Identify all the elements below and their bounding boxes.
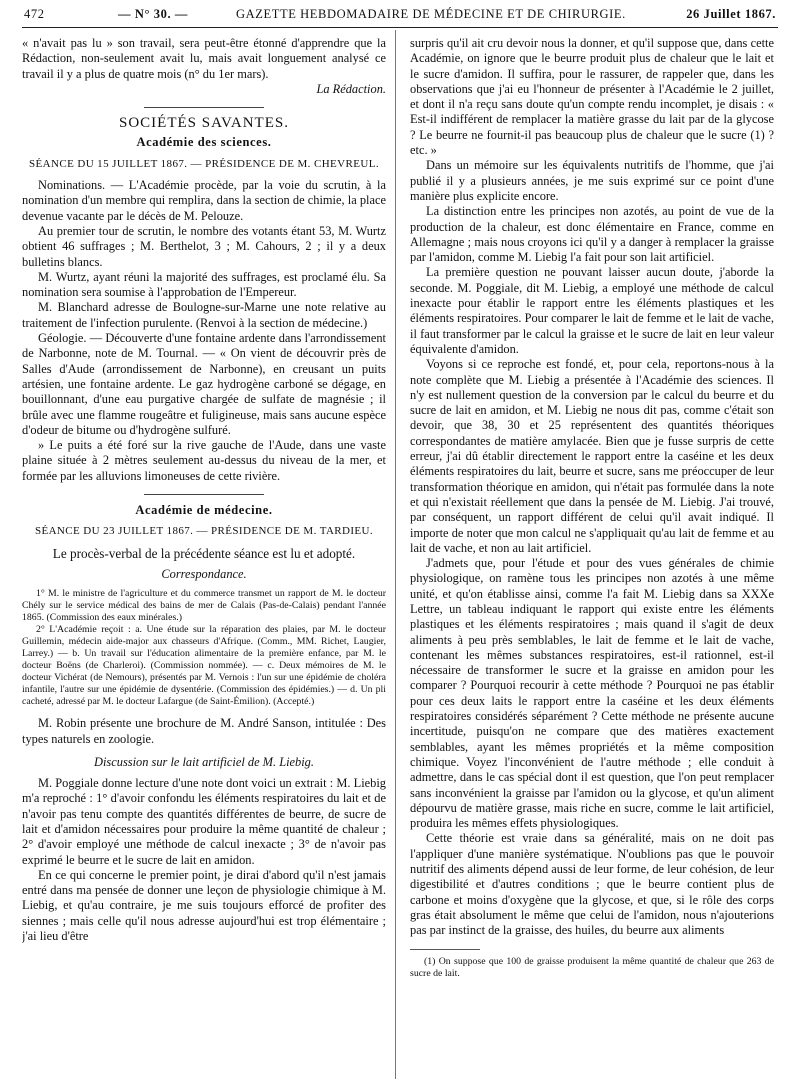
puits-paragraph: » Le puits a été foré sur la rive gauche de l'Aude, dans une vaste plaine située à 2 mètres seulement au-dessus du niveau de la mer, et formée par les alluvions limoneuses de cette rivière. [22,438,386,483]
footnote: (1) On suppose que 100 de graisse produisent la même quantité de chaleur que 263 de sucre de lait. [410,955,774,979]
left-column [22,36,386,1073]
header-rule [22,27,778,28]
seance-sciences: SÉANCE DU 15 JUILLET 1867. — PRÉSIDENCE DE M. CHEVREUL. [29,157,379,170]
correspondance-item-1: 1° M. le ministre de l'agriculture et du commerce transmet un rapport de M. le docteur Chély sur le service médical des bains de mer de Calais (Pas-de-Calais) pendant l'année 1865. (Commission des eaux minérales.) [22,588,386,624]
admets-paragraph: J'admets que, pour l'étude et pour des vues générales de chimie physiologique, on ramène tous les principes non azotés à une même unité, et qu'on établisse ainsi, comme l'a fait M. Liebig dans sa XXXe Lettre, un tableau indiquant le rapport qui existe entre les éléments plastiques et les éléments respiratoires ; mais quand il s'agit de deux aliments à peu près semblables, le lait de femme et le lait de vache, contenant les mêmes substances respiratoires, est-il rationnel, est-il nécessaire de transformer le sucre et la graisse en amidon pour les comparer ? Pourquoi recourir à cette méthode ? Pourquoi ne pas établir pour ces deux laits le rapport entre la caséine et les deux éléments respiratoires considérés séparément ? Cette méthode ne présente aucune incertitude, puisqu'on ne compare que des matières exactement semblables, ayant les mêmes propriétés et la même composition chimique. Voyez l'inconvénient de l'autre méthode ; elle conduit à admettre, dans le cas spécial dont il est question, que l'on peut remplacer sans inconvénient la graisse par l'amidon ou la glycose, et qu'un aliment dépourvu de matière grasse, mais riche en sucre, comme le lait artificiel, produira les mêmes effets physiologiques. [410,556,774,831]
correspondance-heading: Correspondance. [161,566,247,581]
discussion-heading: Discussion sur le lait artificiel de M. Liebig. [94,754,314,769]
theorie-paragraph: Cette théorie est vraie dans sa généralité, mais on ne doit pas l'appliquer d'une manière systématique. N'oublions pas que le pouvoir nutritif des aliments dépend aussi de leur forme, de leur cohésion, de leur digestibilité et d'autres conditions ; que le beurre contient plus de carbone et moins d'oxygène que la glycose, et que, si le rôle des corps gras était absolument le même que celui de l'amidon, nous n'ajouterions pas par instinct de la graisse, des huiles, du beurre aux aliments [410,831,774,938]
intro-paragraph: « n'avait pas lu » son travail, sera peut-être étonné d'apprendre que la Rédaction, non-seulement avait lu, mais avait longuement analysé ce travail il y a plus de quatre mois (n° du 1er mars). [22,36,386,81]
poggiale-paragraph: M. Poggiale donne lecture d'une note dont voici un extrait : M. Liebig m'a reproché : 1° d'avoir confondu les éléments respiratoires du lait et de n'avoir pas tenu compte des quantités différentes de beurre, de sucre de lait et d'amidon nécessaires pour produire la même quantité de chaleur ; 2° d'avoir employé une méthode de calcul inexacte ; 3° de n'avoir pas exprimé le beurre et le sucre de lait en amidon. [22,776,386,867]
surpris-paragraph: surpris qu'il ait cru devoir nous la donner, et qu'il suppose que, dans cette Académie, on ignore que le beurre produit plus de chaleur que le lait et le sucre d'amidon. Il suffira, pour le rassurer, de rappeler que, dans les observations que j'ai eu l'honneur de présenter à l'Académie le 2 juillet, et dont il n'a reçu sans doute qu'un compte rendu incomplet, je disais : « Est-il indifférent de remplacer la matière grasse du lait par de la glycose ? Le beurre ne fournit-il pas beaucoup plus de chaleur que le sucre (1) ? etc. » [410,36,774,158]
footnote-rule [410,949,480,950]
right-column [410,36,774,1073]
geologie-paragraph: Géologie. — Découverte d'une fontaine ardente dans l'arrondissement de Narbonne, note de M. Tournal. — « On vient de découvrir près de Salles d'Aude (arrondissement de Narbonne), en creusant un puits artésien, une fontaine ardente. Le gaz hydrogène carboné se dégage, en bouillonnant, d'une eau purgative chargée de sulfate de magnésie ; il brûle avec une flamme rougeâtre et fuligineuse, mais sans aucune espèce d'odeur de bitume ou d'hydrogène sulfuré. [22,331,386,437]
column-divider [395,30,396,1079]
wurtz-paragraph: M. Wurtz, ayant réuni la majorité des suffrages, est proclamé élu. Sa nomination sera soumise à l'approbation de l'Empereur. [22,269,386,300]
issue-date: 26 Juillet 1867. [686,7,776,21]
academy-sciences-heading: Académie des sciences. [136,135,272,150]
premiere-question-paragraph: La première question ne pouvant laisser aucun doute, j'aborde la seconde. M. Poggiale, dit M. Liebig, a employé une méthode de calcul inexacte pour établir le rapport entre les éléments plastiques et les éléments respiratoires. Pour comparer le lait de femme et le lait de vache, il faut transformer par le calcul la graisse et le sucre de lait en leur valeur équivalente d'amidon. [410,265,774,356]
distinction-paragraph: La distinction entre les principes non azotés, au point de vue de la production de la chaleur, est donc élémentaire en France, comme en Allemagne ; mais nous croyons ici qu'il y a danger à remplacer la graisse par l'amidon, comme M. Liebig l'a fait pour son lait artificiel. [410,204,774,265]
nominations-paragraph: Nominations. — L'Académie procède, par la voie du scrutin, à la nomination d'un membre qui remplira, dans la section de chimie, la place devenue vacante par le décès de M. Pelouze. [22,178,386,223]
page-number: 472 [24,7,45,21]
section-rule-2 [144,494,264,495]
voyons-paragraph: Voyons si ce reproche est fondé, et, pour cela, reportons-nous à la note complète que M. Liebig a présentée à l'Académie des sciences. Il n'y est nullement question de la conversion par le calcul du beurre et du sucre de lait en amidon, et M. Liebig ne nous dit pas, comme c'était son devoir, que 38, 30 et 25 représentent des quantités théoriques correspondantes de matière amylacée. Bien que je fusse surpris de cette erreur, j'ai dû établir directement le rapport entre la caséine et les deux éléments respiratoires du lait, beurre et sucre, sans me préoccuper de leur transformation théorique en amidon, qui n'était pas formulée dans la note et qui n'existait réellement que dans la pensée de M. Liebig. J'ai trouvé, par conséquent, un rapport différent de celui qu'il avait indiqué. Il importe de noter que mon calcul ne s'appliquait qu'au lait de femme et au lait de vache, et non au lait artificiel. [410,357,774,555]
journal-title: GAZETTE HEBDOMADAIRE DE MÉDECINE ET DE CHIRURGIE. [236,7,626,21]
academy-medecine-heading: Académie de médecine. [135,503,273,518]
page-header [22,4,778,26]
proces-verbal: Le procès-verbal de la précédente séance est lu et adopté. [52,545,356,561]
issue-number: — N° 30. — [118,7,189,21]
intro-signature: La Rédaction. [316,81,386,96]
premier-point-paragraph: En ce qui concerne le premier point, je dirai d'abord qu'il n'est jamais entré dans ma pensée de donner une leçon de physiologie chimique à M. Liebig, et qu'au contraire, je me suis toujours efforcé de profiter des siennes ; mais celle qu'il nous adresse aujourd'hui est trop élémentaire ; j'ai lieu d'être [22,867,386,944]
seance-medecine: SÉANCE DU 23 JUILLET 1867. — PRÉSIDENCE DE M. TARDIEU. [34,525,374,538]
memoire-paragraph: Dans un mémoire sur les équivalents nutritifs de l'homme, que j'ai publié il y a plusieurs années, je me suis exprimé sur ce point d'une manière plus explicite encore. [410,158,774,203]
correspondance-item-2: 2° L'Académie reçoit : a. Une étude sur la réparation des plaies, par M. le docteur Guillemin, médecin aide-major aux chasseurs d'Afrique. (Comm., MM. Richet, Laugier, Larrey.) — b. Un travail sur l'éducation alimentaire de la première enfance, par M. le docteur Boëns (de Charleroi). (Commission nommée). — c. Deux mémoires de M. le docteur Vichérat (de Nemours), présentés par M. Vernois : l'un sur une épidémie de choléra infantile, l'autre sur une épidémie de dysentérie. (Commission des épidémies.) — d. Un pli cacheté, adressé par M. le docteur Lafargue (de Saint-Émilion). (Accepté.) [22,624,386,708]
scrutin-paragraph: Au premier tour de scrutin, le nombre des votants étant 53, M. Wurtz obtient 46 suffrages ; M. Berthelot, 3 ; M. Cahours, 2 ; il y a deux bulletins blancs. [22,223,386,269]
robin-paragraph: M. Robin présente une brochure de M. André Sanson, intitulée : Des types naturels en zoologie. [22,716,386,746]
section-rule [144,107,264,108]
section-title: SOCIÉTÉS SAVANTES. [119,115,289,132]
blanchard-paragraph: M. Blanchard adresse de Boulogne-sur-Marne une note relative au traitement de l'infection purulente. (Renvoi à la section de médecine.) [22,300,386,330]
